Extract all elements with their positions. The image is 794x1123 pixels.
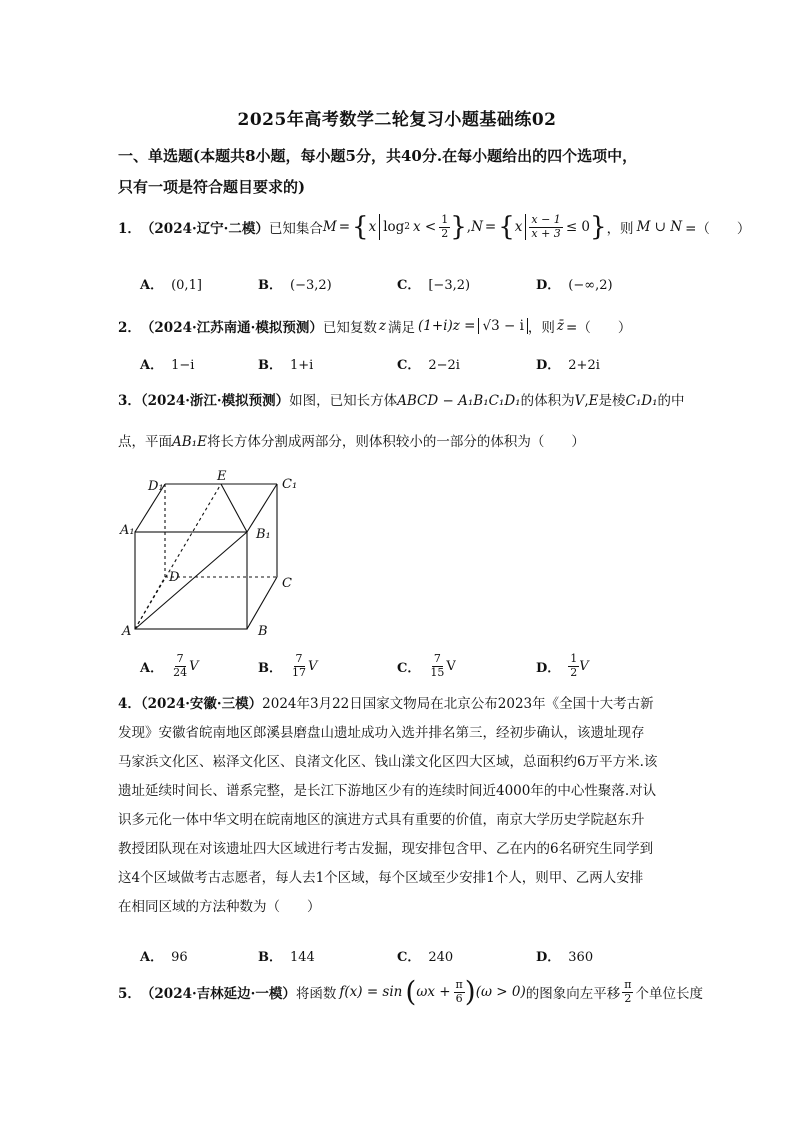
option-a[interactable]: A． 96 [140, 950, 188, 965]
answer-blank: =（ ） [685, 221, 751, 238]
option-c[interactable]: C． 240 [397, 950, 454, 965]
label-b: B [258, 624, 268, 639]
option-d[interactable]: D． 360 [536, 950, 594, 965]
question-text-line: 识多元化一体中华文明在皖南地区的演进方式具有重要的价值，南京大学历史学院赵东升 [118, 812, 645, 828]
equation: (1+i)z = [418, 318, 476, 334]
condition: (ω > 0) [475, 984, 526, 1000]
set-m-definition: { x log 2 x < $\frac{1}{2}$ } [352, 212, 467, 243]
question-text: 已知集合 [268, 221, 323, 238]
question-text: 满足 [388, 320, 416, 336]
absolute-value: √3 − i [478, 318, 527, 334]
option-b[interactable]: B． (−3,2) [258, 278, 332, 293]
question-source: （2024·吉林延边·一模） [140, 986, 296, 1002]
question-text-line: 2024年3月22日国家文物局在北京公布2023年《全国十大考古新 [262, 696, 654, 712]
option-d[interactable]: D． (−∞,2) [536, 278, 613, 293]
label-c1: C₁ [282, 477, 298, 492]
question-source: （2024·浙江·模拟预测） [140, 393, 290, 409]
inequality: x < [413, 219, 437, 236]
question-text: ，则 [606, 221, 634, 238]
label-d1: D₁ [148, 479, 164, 494]
option-b[interactable]: B． 1+i [258, 358, 314, 373]
option-c[interactable]: C． 2−2i [397, 358, 460, 373]
label-e: E [217, 469, 227, 484]
question-text-line: 在相同区域的方法种数为（ ） [118, 899, 321, 915]
section-heading-line2: 只有一项是符合题目要求的) [118, 178, 306, 196]
set-m-symbol: M [322, 219, 337, 236]
question-text: 个单位长度 [635, 986, 703, 1002]
question-text: 已知复数 [322, 320, 377, 336]
question-number: 4． [118, 696, 141, 712]
cuboid-figure [110, 462, 310, 640]
question-5 [118, 975, 703, 1008]
question-4 [118, 690, 678, 922]
fraction-half: $\frac{1}{2}$ [441, 213, 449, 240]
hidden-edge-ae [135, 484, 221, 629]
label-b1: B₁ [256, 527, 271, 542]
question-text: 将函数 [295, 986, 337, 1002]
question-source: （2024·江苏南通·模拟预测） [140, 320, 323, 336]
set-variable: x [368, 219, 377, 236]
comma: , [466, 219, 472, 236]
edge-b1c1 [247, 484, 277, 532]
answer-blank: =（ ） [566, 320, 632, 336]
option-a[interactable]: A． (0,1] [140, 278, 202, 293]
volume-symbol: V [574, 393, 585, 409]
edge-name: C₁D₁ [625, 393, 658, 409]
section-heading-line1: 一、单选题(本题共8小题，每小题5分，共40分.在每小题给出的四个选项中， [118, 147, 638, 165]
inequality: ≤ 0 [565, 219, 591, 236]
box-name: ABCD − A₁B₁C₁D₁ [397, 393, 521, 409]
log-base: 2 [404, 222, 411, 233]
set-n-symbol: N [471, 219, 483, 236]
point-e-symbol: E [588, 393, 599, 409]
edge-cb [247, 577, 277, 629]
function-expression: f(x) = sin [339, 984, 403, 1000]
option-d[interactable]: D． 2+2i [536, 358, 600, 373]
question-text-line: 遗址延续时间长、谱系完整，是长江下游地区少有的连续时间近4000年的中心性聚落.对认 [118, 783, 657, 799]
equals-sign: = [338, 219, 351, 236]
log-function: log [383, 219, 405, 236]
conjugate-z: z̄ [556, 318, 565, 334]
label-a1: A₁ [120, 523, 135, 538]
option-d[interactable]: D． $\frac{1}{2}$ V [536, 652, 589, 679]
option-c[interactable]: C． [−3,2) [397, 278, 471, 293]
question-number: 3． [118, 393, 141, 409]
variable-z: z [378, 318, 387, 334]
option-a[interactable]: A． $\frac{7}{24}$ V [140, 652, 199, 679]
set-variable: x [514, 219, 523, 236]
question-text: ，则 [527, 320, 555, 336]
question-text-line: 马家浜文化区、崧泽文化区、良渚文化区、钱山漾文化区四大区域，总面积约6万平方米.该 [118, 754, 658, 770]
label-d: D [169, 570, 180, 585]
question-text-line: 教授团队现在对该遗址四大区域进行考古发掘，现安排包含甲、乙在内的6名研究生同学到 [118, 841, 654, 857]
page-title: 2025年高考数学二轮复习小题基础练02 [237, 110, 557, 130]
option-a[interactable]: A． 1−i [140, 358, 195, 373]
label-a: A [122, 624, 132, 639]
question-number: 2． [118, 320, 141, 336]
question-text: 的图象向左平移 [525, 986, 621, 1002]
question-number: 1． [118, 221, 141, 238]
edge-eb1 [221, 484, 247, 532]
union-expression: M ∪ N [636, 219, 683, 236]
question-3-line2: 点，平面AB₁E将长方体分割成两部分，则体积较小的一部分的体积为（ ） [118, 434, 585, 450]
question-1: 1． （2024·辽宁·二模） 已知集合 M = { x log 2 x < $\frac{1}{2}$ } , N = { x $\frac{x - 1}{x + 3}$ ≤ 0 } ，则 M ∪ N =（ ） [118, 212, 751, 243]
question-3-line1: 3．（2024·浙江·模拟预测）如图，已知长方体ABCD − A₁B₁C₁D₁的体积为V,E是棱C₁D₁的中 [118, 393, 685, 409]
fraction-x: $\frac{x - 1}{x + 3}$ [531, 213, 561, 240]
question-text-line: 这4个区域做考古志愿者，每人去1个区域，每个区域至少安排1个人，则甲、乙两人安排 [118, 870, 644, 886]
question-text-line: 发现》安徽省皖南地区郎溪县磨盘山遗址成功入选并排名第三，经初步确认，该遗址现存 [118, 725, 645, 741]
plane-name: AB₁E [172, 434, 207, 450]
sin-argument: ( ωx + $\frac{\pi}{6}$ ) [405, 975, 476, 1008]
option-c[interactable]: C． $\frac{7}{15}$ V [397, 652, 456, 679]
label-c: C [282, 576, 292, 591]
shift-fraction: $\frac{\pi}{2}$ [624, 977, 632, 1005]
question-number: 5． [118, 986, 141, 1002]
option-b[interactable]: B． $\frac{7}{17}$ V [258, 652, 318, 679]
diagonal-ab1 [135, 532, 247, 629]
question-source: （2024·辽宁·二模） [140, 221, 269, 238]
question-source: （2024·安徽·三模） [140, 696, 263, 712]
question-2 [118, 316, 631, 336]
option-b[interactable]: B． 144 [258, 950, 315, 965]
set-n-definition: { x $\frac{x - 1}{x + 3}$ ≤ 0 } [498, 212, 607, 243]
